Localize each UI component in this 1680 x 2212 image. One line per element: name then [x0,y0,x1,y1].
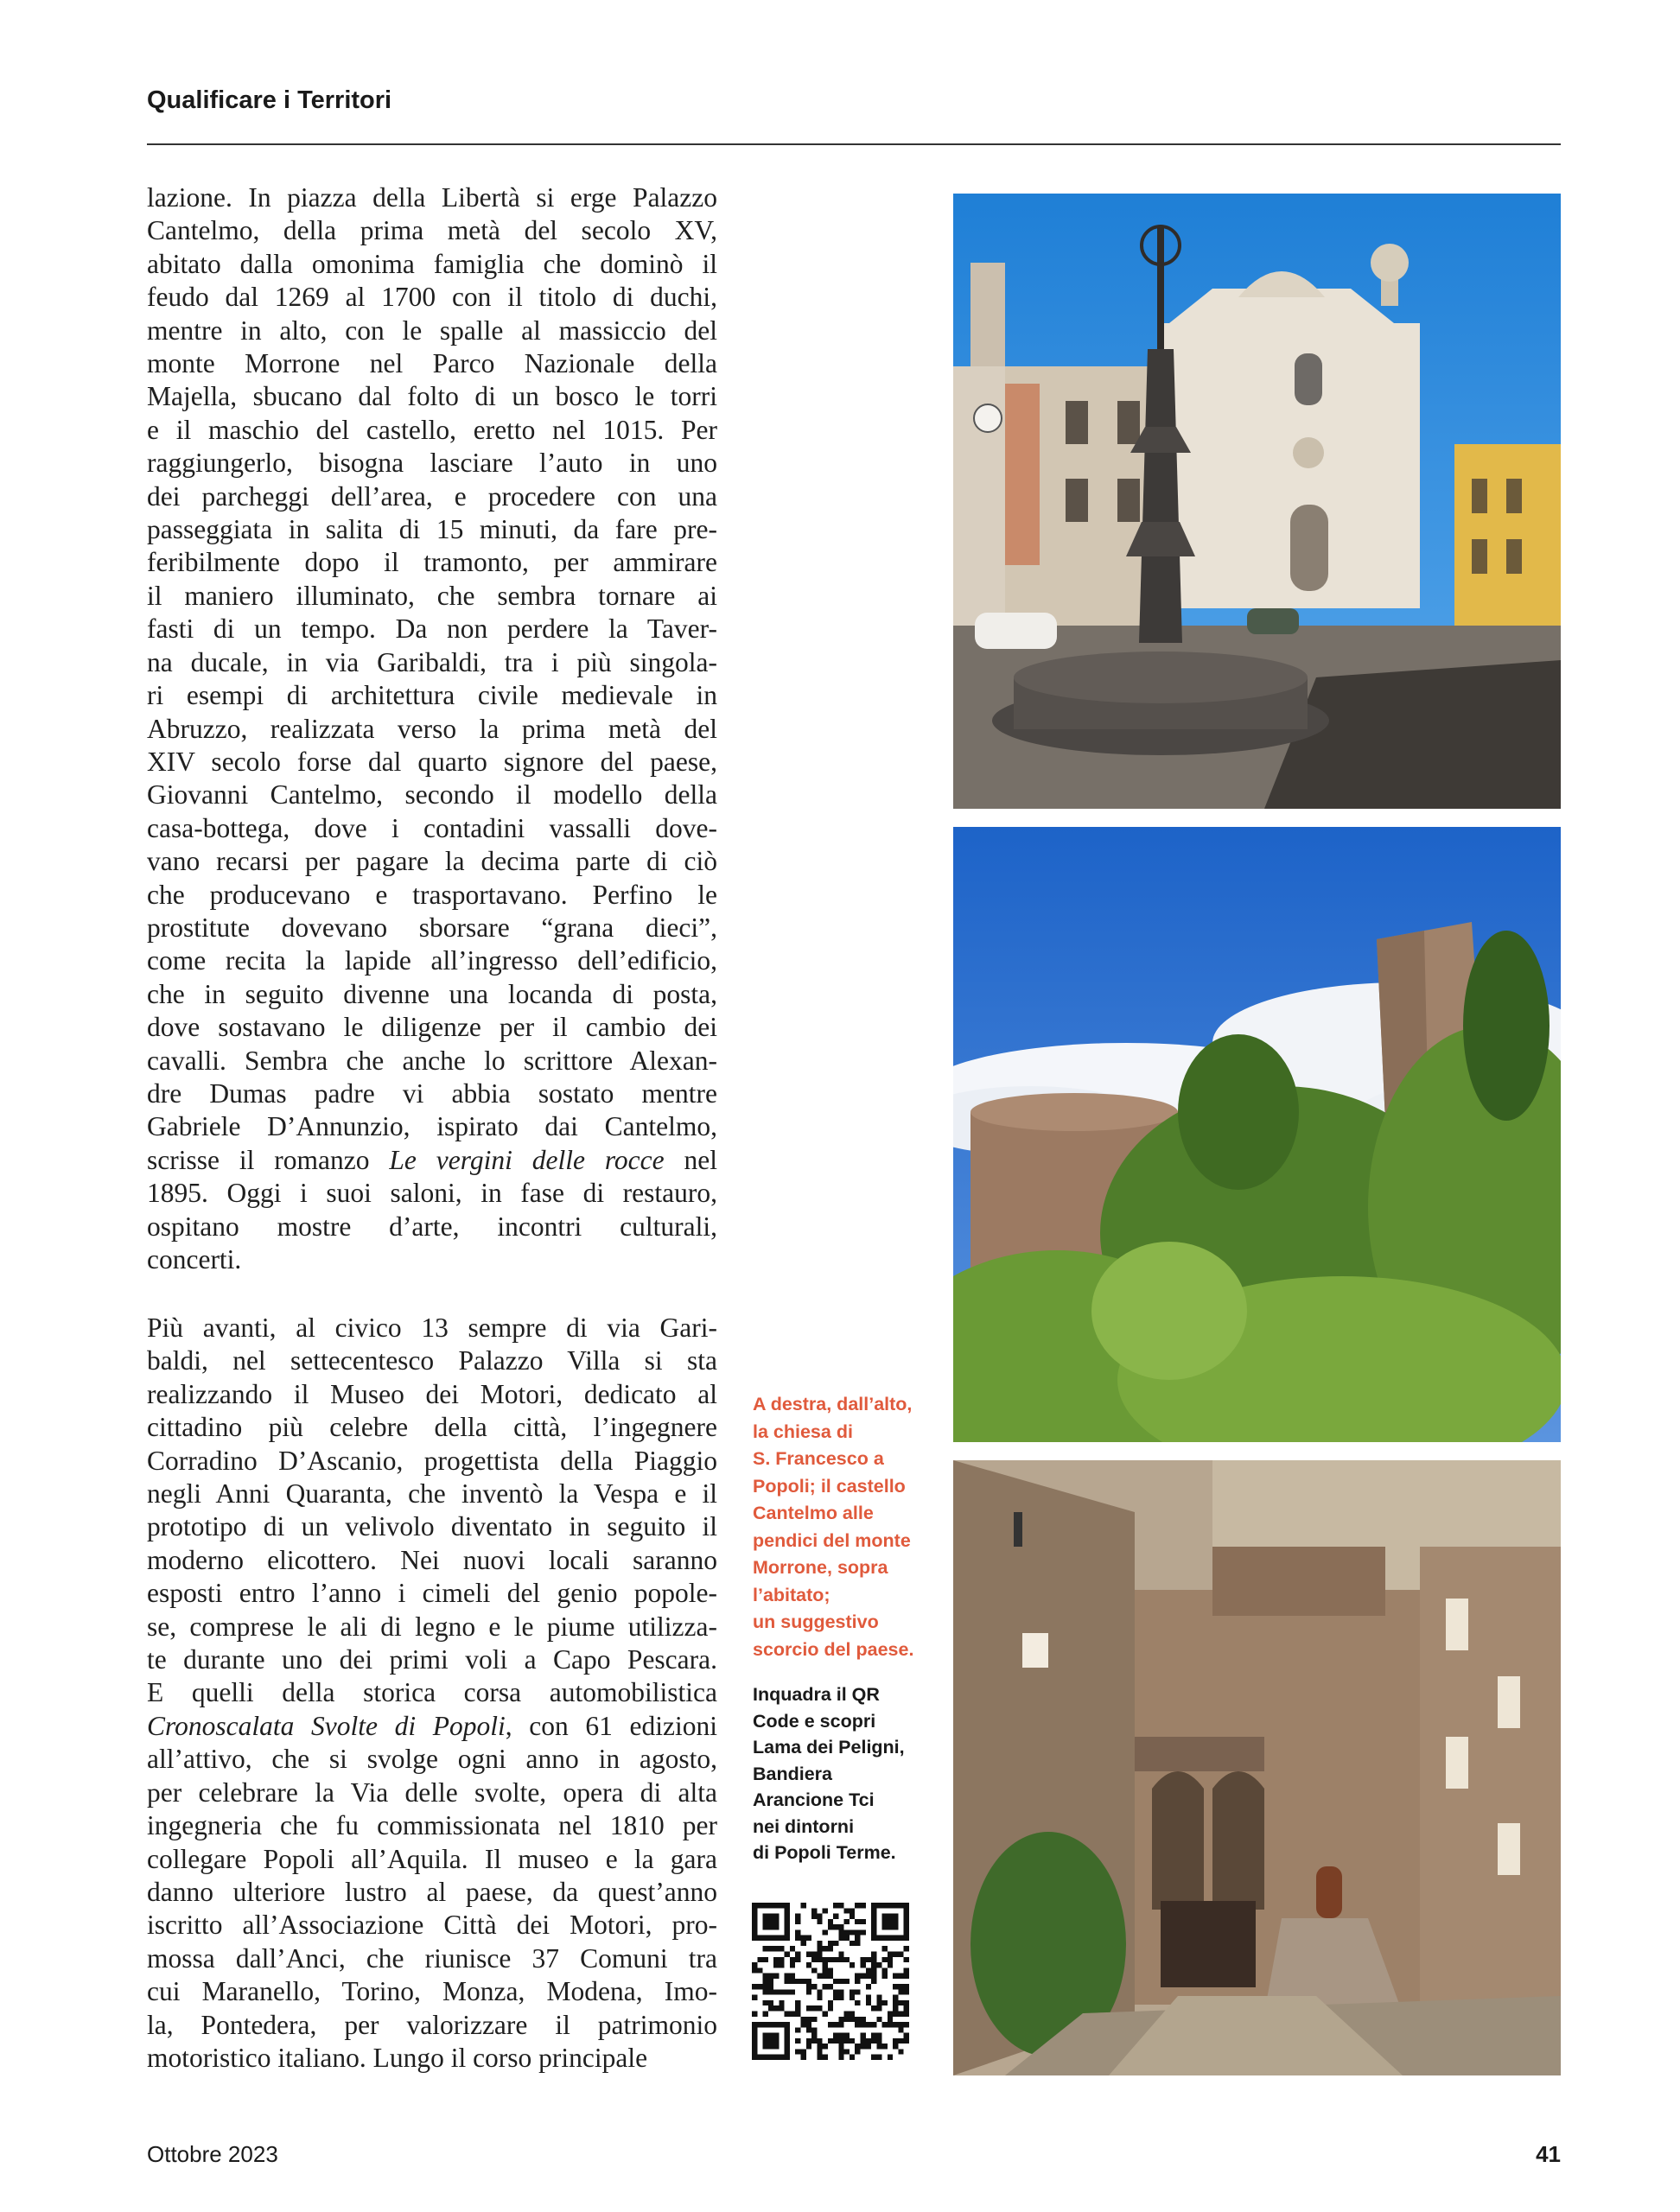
text-line: negli Anni Quaranta, che inventò la Vespa e il [147,1478,717,1510]
text-line: Bandiera [753,1763,833,1784]
text-line: cittadino più celebre della città, l’ingegnere [147,1412,717,1443]
photo-castello-cantelmo [953,827,1561,1442]
text-line: Cronoscalata Svolte di Popoli, con 61 edizioni [147,1710,718,1741]
text-line: che producevano e trasportavano. Perfino le [147,879,717,910]
text-line: ospitano mostre d’arte, incontri culturali, [147,1211,717,1242]
text-line: raggiungerlo, bisogna lasciare l’auto in uno [147,448,717,479]
text-line: vano recarsi per pagare la decima parte di ciò [147,846,717,877]
text-line: all’attivo, che si svolge ogni anno in agosto, [147,1744,717,1775]
text-line: che in seguito divenne una locanda di posta, [147,978,717,1009]
text-line: XIV secolo forse dal quarto signore del paese, [147,746,717,777]
text-line: Majella, sbucano dal folto di un bosco le torri [147,381,717,412]
text-line: Cantelmo alle [753,1503,874,1523]
text-line: il maniero illuminato, che sembra tornare ai [147,580,717,611]
page-number: 41 [1536,2141,1561,2167]
text-line: te durante uno dei primi voli a Capo Pescara. [147,1644,717,1675]
text-line: un suggestivo [753,1611,879,1632]
qr-code[interactable] [752,1903,909,2060]
article-paragraph-2 [147,1312,717,2075]
text-line: Gabriele D’Annunzio, ispirato dai Cantelmo, [147,1111,717,1142]
text-line: se, comprese le ali di legno e le piume utilizza- [147,1611,717,1642]
photo-scorcio-del-paese [953,1460,1561,2075]
text-line: abitato dalla omonima famiglia che dominò il [147,248,717,279]
text-line: ingegneria che fu commissionata nel 1810 per [147,1810,717,1841]
text-line: fasti di un tempo. Da non perdere la Taver- [147,613,717,645]
text-line: mentre in alto, con le spalle al massiccio del [147,315,717,346]
text-line: cui Maranello, Torino, Monza, Modena, Imo- [147,1976,717,2007]
text-line: Abruzzo, realizzata verso la prima metà del [147,713,717,744]
text-line: pendici del monte [753,1529,911,1551]
text-line: la chiesa di [753,1421,853,1442]
text-line: Popoli; il castello [753,1475,906,1497]
text-line: motoristico italiano. Lungo il corso principale [147,2042,648,2073]
text-line: Lama dei Peligni, [753,1737,905,1758]
text-line: esposti entro l’anno i cimeli del genio popole- [147,1578,717,1609]
text-line: dei parcheggi dell’area, e procedere con una [147,480,717,512]
text-line: Code e scopri [753,1710,876,1732]
text-line: l’abitato; [753,1584,830,1605]
text-line: collegare Popoli all’Aquila. Il museo e la gara [147,1843,717,1874]
issue-date: Ottobre 2023 [147,2141,278,2167]
text-line: feudo dal 1269 al 1700 con il titolo di duchi, [147,282,717,313]
text-line: 1895. Oggi i suoi saloni, in fase di restauro, [147,1178,717,1209]
text-line: casa-bottega, dove i contadini vassalli dove- [147,812,717,843]
article-paragraph-1 [147,181,717,1276]
text-line: ri esempi di architettura civile medievale in [147,680,717,711]
text-line: S. Francesco a [753,1448,884,1469]
text-line: danno ulteriore lustro al paese, da quest’anno [147,1876,717,1907]
text-line: cavalli. Sembra che anche lo scrittore Alexan- [147,1045,717,1076]
text-line: come recita la lapide all’ingresso dell’edificio, [147,945,717,976]
text-line: la, Pontedera, per valorizzare il patrimonio [147,2009,717,2040]
text-line: realizzando il Museo dei Motori, dedicato al [147,1378,717,1409]
text-line: E quelli della storica corsa automobilistica [147,1677,717,1708]
text-line: moderno elicottero. Nei nuovi locali saranno [147,1544,717,1575]
text-line: A destra, dall’alto, [753,1394,913,1414]
text-line: Più avanti, al civico 13 sempre di via Gari- [147,1313,717,1343]
qr-code-note [753,1681,943,1866]
text-line: Arancione Tci [753,1789,875,1810]
text-line: prostitute dovevano sborsare “grana dieci”, [147,912,717,943]
text-line: scrisse il romanzo Le vergini delle rocce nel [147,1144,718,1175]
text-line: per celebrare la Via delle svolte, opera di alta [147,1777,717,1808]
text-line: dove sostavano le diligenze per il cambio dei [147,1012,717,1043]
text-line: dre Dumas padre vi abbia sostato mentre [147,1077,717,1109]
text-line: prototipo di un velivolo diventato in seguito il [147,1511,717,1542]
text-line: concerti. [147,1244,242,1274]
text-line: lazione. In piazza della Libertà si erge Palazzo [147,182,717,213]
text-line: Giovanni Cantelmo, secondo il modello della [147,779,717,810]
section-title: Qualificare i Territori [147,86,392,114]
text-line: Inquadra il QR [753,1684,880,1705]
text-line: Morrone, sopra [753,1557,888,1578]
text-line: di Popoli Terme. [753,1842,896,1863]
text-line: feribilmente dopo il tramonto, per ammirare [147,547,717,578]
text-line: e il maschio del castello, eretto nel 1015. Per [147,414,717,445]
text-line: baldi, nel settecentesco Palazzo Villa si sta [147,1345,717,1376]
text-line: iscritto all’Associazione Città dei Motori, pro- [147,1910,717,1941]
text-line: monte Morrone nel Parco Nazionale della [147,348,717,379]
photo-church-san-francesco [953,194,1561,809]
photo-caption [753,1391,943,1663]
text-line: na ducale, in via Garibaldi, tra i più singola- [147,646,717,677]
text-line: Corradino D’Ascanio, progettista della Piaggio [147,1445,717,1476]
header-divider [147,143,1561,145]
text-line: nei dintorni [753,1815,855,1837]
text-line: mossa dall’Anci, che riunisce 37 Comuni tra [147,1942,717,1974]
text-line: passeggiata in salita di 15 minuti, da fare pre- [147,514,717,545]
text-line: scorcio del paese. [753,1638,914,1660]
text-line: Cantelmo, della prima metà del secolo XV, [147,215,717,246]
